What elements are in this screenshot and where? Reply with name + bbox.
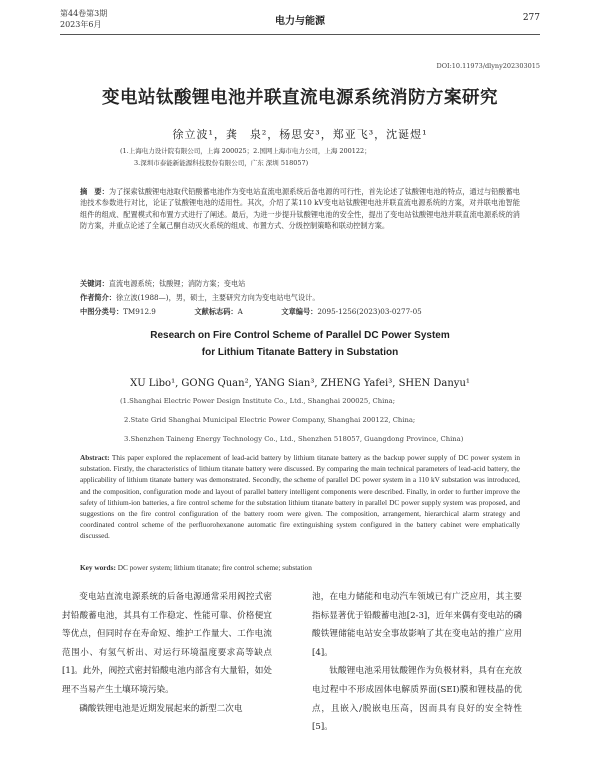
article-no-label: 文章编号：: [281, 307, 318, 316]
doi: DOI:10.11973/dlyny202303015: [436, 62, 540, 70]
body-column-right: [312, 588, 522, 737]
doc-code-label: 文献标志码：: [194, 307, 238, 316]
abstract-cn: [80, 186, 520, 232]
article-no-value: 2095-1256(2023)03-0277-05: [317, 307, 422, 316]
class-value: TM912.9: [123, 307, 156, 316]
paper-title-en-line2: for Lithium Titanate Battery in Substation: [201, 347, 399, 358]
affiliation-line: 3.Shenzhen Taineng Energy Technology Co., Ltd., Shenzhen 518057, Guangdong Province, China): [124, 435, 464, 443]
issue-date: 2023年6月: [60, 20, 102, 29]
keywords-label-cn: 关键词：: [80, 279, 109, 288]
affiliation-line: (1.上海电力设计院有限公司，上海 200025；2.国网上海市电力公司，上海 200122；: [120, 147, 371, 155]
paper-title-cn: 变电站钛酸锂电池并联直流电源系统消防方案研究: [102, 88, 498, 108]
body-paragraph: 池，在电力储能和电动汽车领域已有广泛应用，其主要指标显著优于铅酸蓄电池[2-3]，近年来偶有变电站的磷酸铁锂储能电站安全事故影响了其在变电站的推广应用[4]。: [312, 592, 522, 658]
page-number: 277: [522, 13, 540, 23]
authors-en: XU Libo¹, GONG Quan², YANG Sian³, ZHENG Yafei³, SHEN Danyu¹: [130, 378, 470, 389]
abstract-label-en: Abstract:: [80, 453, 110, 462]
affiliation-line: 3.深圳市泰能新能源科技股份有限公司，广东 深圳 518057): [134, 159, 309, 167]
abstract-text-cn: 为了探索钛酸锂电池取代铅酸蓄电池作为变电站直流电源系统后备电源的可行性，首先论述了钛酸锂电池的特点，通过与铅酸蓄电池技术参数进行对比，论证了钛酸锂电池的适用性。其次，介绍了某110 kV变电站钛酸锂电池并联直流电源系统的方案，对并联电池智能组件的组成、配置模式和布置方式进行了阐述。最后，为进一步提升钛酸锂电池的安全性，提出了变电站钛酸锂电池并联直流电源系统的消防方案，并重点论述了全氟己酮自动灭火系统的组成、布置方式、分级控制策略和联动控制方案。: [80, 187, 520, 231]
authors-cn: 徐立波¹，龚 泉²，杨思安³，郑亚飞³，沈诞煜¹: [172, 128, 428, 141]
keywords-text-en: DC power system; lithium titanate; fire control scheme; substation: [117, 563, 312, 572]
keywords-cn: [80, 278, 520, 289]
class-label: 中图分类号：: [80, 307, 124, 316]
abstract-en: [80, 452, 520, 542]
keywords-label-en: Key words:: [80, 563, 116, 572]
affiliation-line: (1.Shanghai Electric Power Design Institute Co., Ltd., Shanghai 200025, China;: [120, 397, 395, 405]
body-paragraph: 变电站直流电源系统的后备电源通常采用阀控式密封铅酸蓄电池，其具有工作稳定、性能可靠、价格便宜等优点，但同时存在寿命短、维护工作量大、工作电流范围小、有氢气析出、对运行环境温度要求高等缺点[1]。此外，阀控式密封铅酸电池内部含有大量铅，如处理不当易产生土壤环境污染。: [62, 592, 272, 695]
body-column-left: [62, 588, 272, 718]
keywords-en: [80, 563, 520, 572]
doc-code-value: A: [237, 307, 243, 316]
author-bio: [80, 292, 520, 303]
affiliations-cn: [120, 145, 500, 169]
affiliation-line: 2.State Grid Shanghai Municipal Electric Power Company, Shanghai 200122, China;: [124, 416, 416, 424]
classification-line: [80, 306, 520, 317]
body-paragraph: 钛酸锂电池采用钛酸锂作为负极材料，具有在充放电过程中不形成固体电解质界面(SEI)膜和锂枝晶的优点，且嵌入/脱嵌电压高，因而具有良好的安全特性[5]。: [312, 666, 522, 733]
paper-title-en-line1: Research on Fire Control Scheme of Parallel DC Power System: [150, 330, 450, 341]
keywords-text-cn: 直流电源系统；钛酸锂；消防方案；变电站: [108, 279, 246, 288]
affiliations-en: [120, 392, 520, 449]
abstract-text-en: This paper explored the replacement of lead-acid battery by lithium titanate battery as the backup power supply of DC power system in substation. Firstly, the characteristics of lithium titanate battery were discussed. By comparing the main technical parameters of lead-acid battery, the applicability of lithium titanate battery was demonstrated. Secondly, the scheme of parallel DC power system in a 110 kV substation was introduced, and the composition, configuration mode and layout of parallel battery intelligent components were described. Finally, in order to further improve the safety of lithium-ion batteries, a fire control scheme for the substation lithium titanate battery in parallel DC power supply system was proposed, and suggestions on the fire control configuration of the battery room were given. The composition, arrangement, hierarchical alarm strategy and coordinated control scheme of the perfluorohexanone automatic fire extinguishing system configured in the battery cabinet were emphatically discussed.: [80, 453, 520, 541]
author-bio-label: 作者简介：: [80, 293, 116, 302]
journal-name: 电力与能源: [275, 16, 325, 27]
abstract-label-cn: 摘 要：: [80, 187, 109, 196]
volume-issue: 第44卷第3期: [60, 9, 108, 18]
body-paragraph: 磷酸铁锂电池是近期发展起来的新型二次电: [79, 703, 243, 714]
header-divider: [60, 34, 540, 35]
author-bio-text: 徐立波(1988—)，男，硕士，主要研究方向为变电站电气设计。: [115, 293, 320, 302]
